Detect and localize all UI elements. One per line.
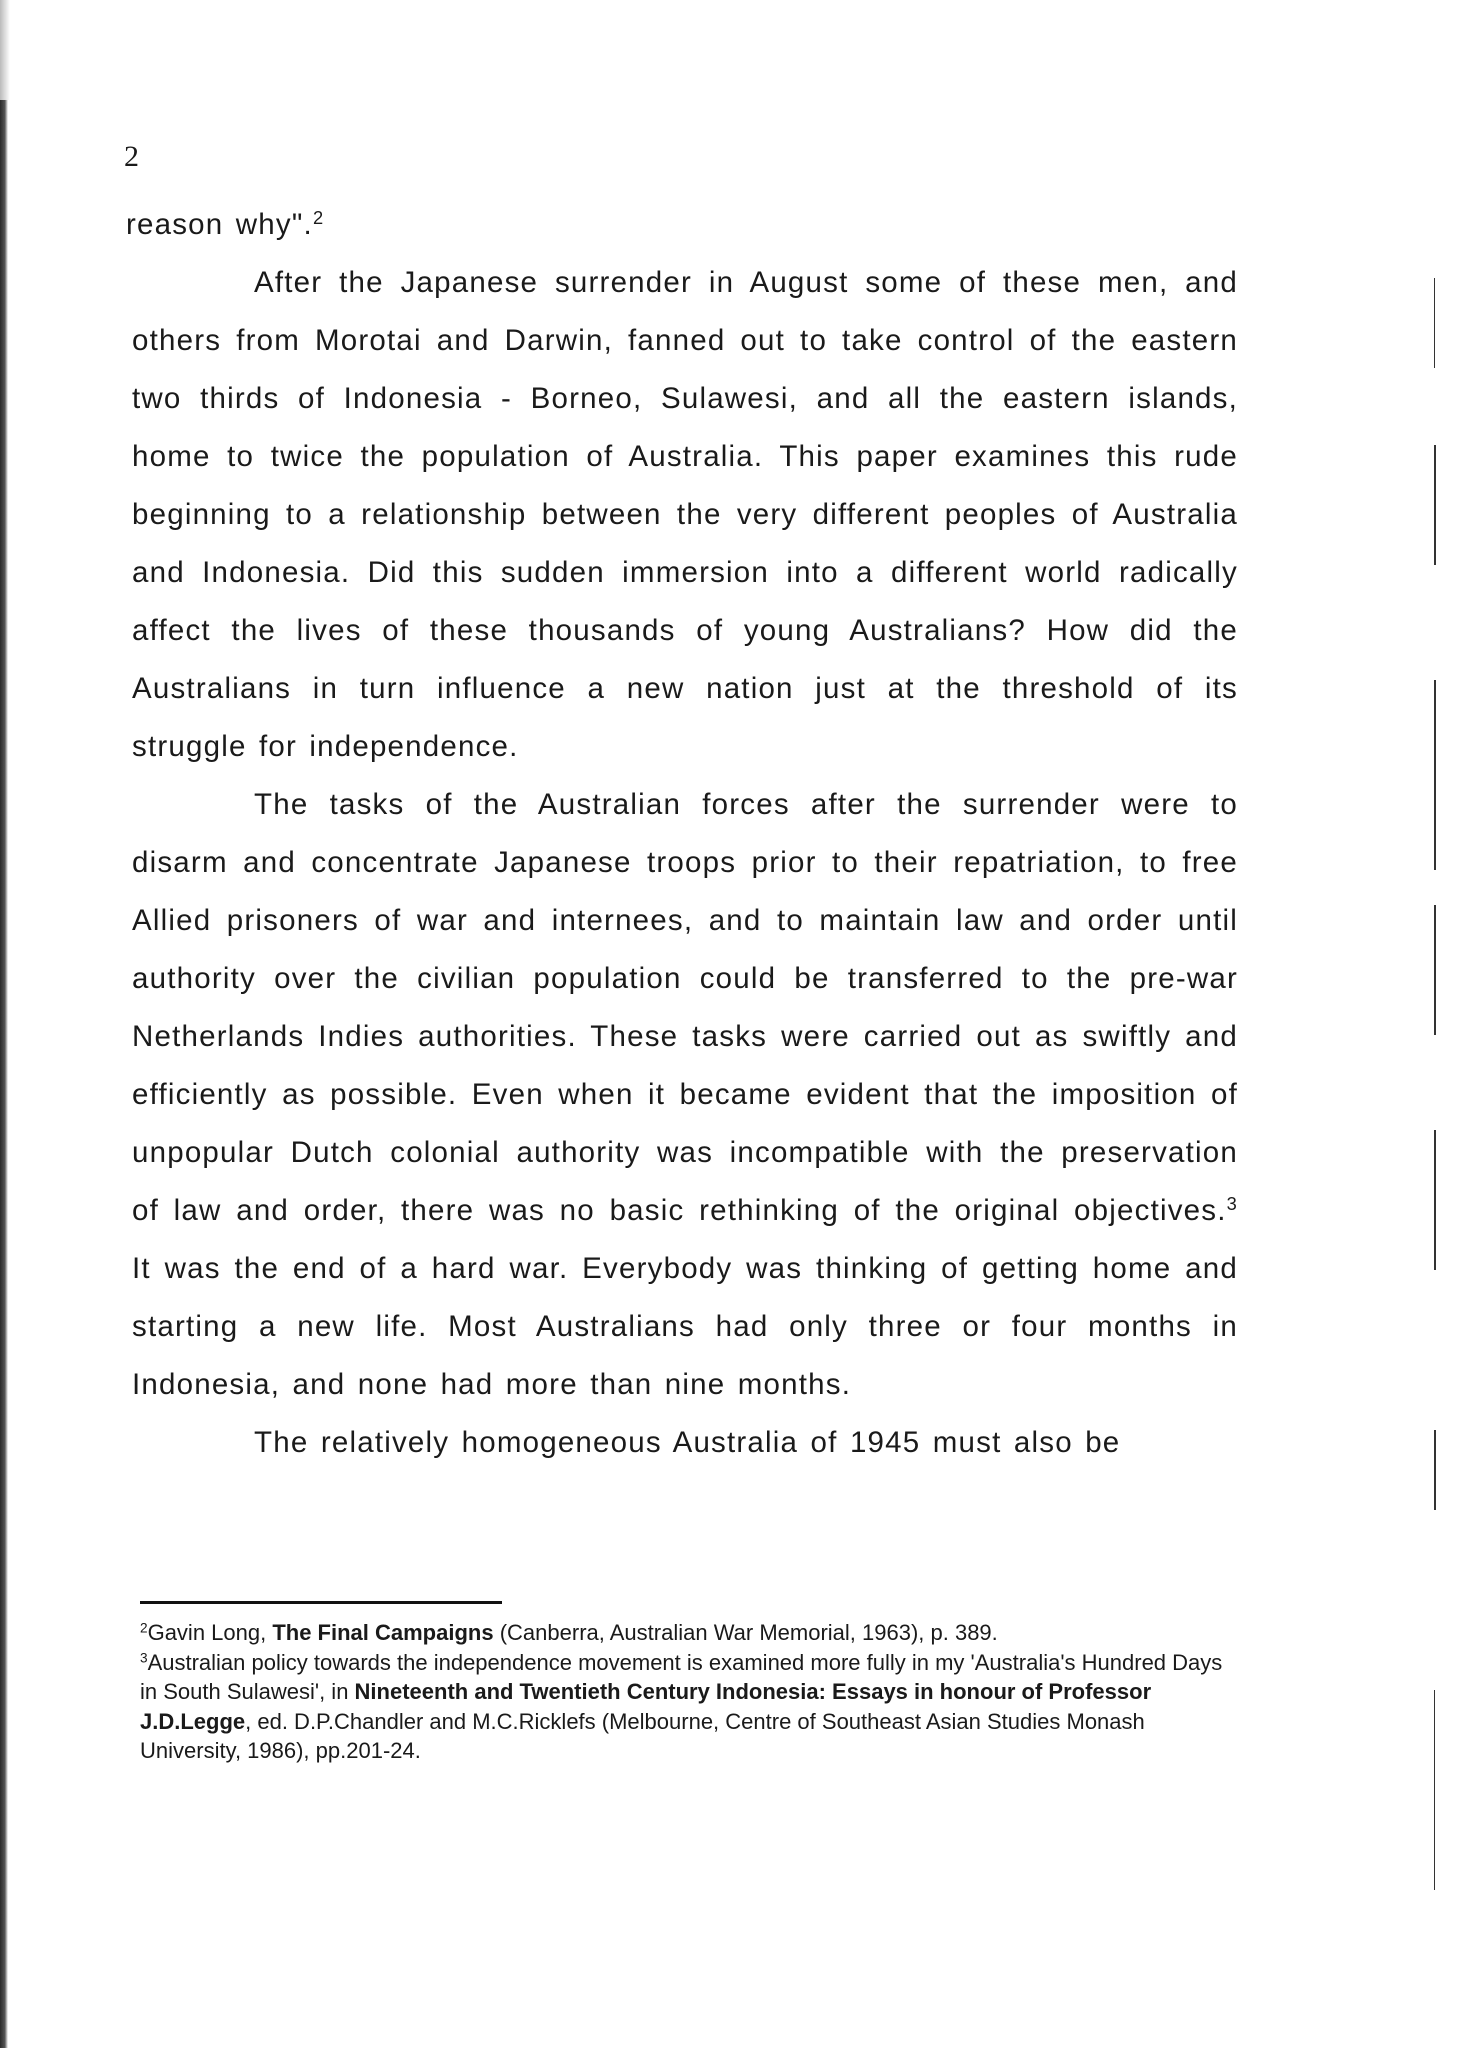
- paragraph: [126, 196, 1238, 254]
- margin-mark: [1434, 278, 1435, 368]
- footnote-marker: 2: [140, 1620, 148, 1636]
- margin-mark: [1434, 1430, 1436, 1510]
- margin-mark: [1434, 1130, 1436, 1270]
- footnote-rule: [140, 1601, 502, 1604]
- paragraph-text: It was the end of a hard war. Everybody was thinking of getting home and starting a new life. Most Australians had only three or four months in Indonesia, and none had more than nine months.: [132, 1252, 1238, 1401]
- paragraph-text: The relatively homogeneous Australia of 1945 must also be: [254, 1426, 1121, 1459]
- footnote-text: (Canberra, Australian War Memorial, 1963), p. 389.: [493, 1620, 998, 1645]
- margin-mark: [1434, 1690, 1435, 1890]
- paragraph: [132, 1414, 1238, 1472]
- margin-mark: [1434, 680, 1436, 870]
- margin-mark: [1434, 445, 1436, 565]
- footnote-ref: 3: [1226, 1192, 1238, 1214]
- footnote-text: Australian policy towards the independence movement is examined more fully in my 'Australia's Hundred Days in South Sulawesi', in: [140, 1649, 1223, 1704]
- scan-edge-top: [0, 0, 10, 100]
- paragraph-text: The tasks of the Australian forces after the surrender were to disarm and concentrate Japanese troops prior to their repatriation, to free Allied prisoners of war and internees, and to maintain law and order until authority over the civilian population could be transferred to the pre-war Netherlands Indies authorities. These tasks were carried out as swiftly and efficiently as possible. Even when it became evident that the imposition of unpopular Dutch colonial authority was incompatible with the preservation of law and order, there was no basic rethinking of the original objectives.: [132, 788, 1238, 1227]
- paragraph: [132, 776, 1238, 1414]
- page-number: 2: [124, 140, 139, 173]
- footnote-title: Nineteenth and Twentieth Century Indonesia: Essays in honour of Professor J.D.Legge: [140, 1679, 1152, 1734]
- margin-mark: [1434, 905, 1436, 1035]
- footnotes: [140, 1618, 1230, 1766]
- footnote-marker: 3: [140, 1650, 148, 1665]
- scan-edge-left: [0, 100, 8, 2048]
- footnote-text: , ed. D.P.Chandler and M.C.Ricklefs (Melbourne, Centre of Southeast Asian Studies Monash University, 1986), pp.201-24.: [140, 1708, 1145, 1763]
- paragraph: [132, 254, 1238, 776]
- footnote-title: The Final Campaigns: [272, 1620, 494, 1645]
- paragraph-text: reason why".: [126, 208, 313, 241]
- footnote: [140, 1648, 1230, 1766]
- paragraph-text: After the Japanese surrender in August some of these men, and others from Morotai and Darwin, fanned out to take control of the eastern two thirds of Indonesia - Borneo, Sulawesi, and all the eastern islands, home to twice the population of Australia. This paper examines this rude beginning to a relationship between the very different peoples of Australia and Indonesia. Did this sudden immersion into a different world radically affect the lives of these thousands of young Australians? How did the Australians in turn influence a new nation just at the threshold of its struggle for independence.: [132, 266, 1238, 763]
- footnote: [140, 1618, 1230, 1648]
- body-text: [126, 196, 1238, 1472]
- footnote-text: Gavin Long,: [147, 1620, 273, 1645]
- footnote-ref: 2: [312, 206, 325, 228]
